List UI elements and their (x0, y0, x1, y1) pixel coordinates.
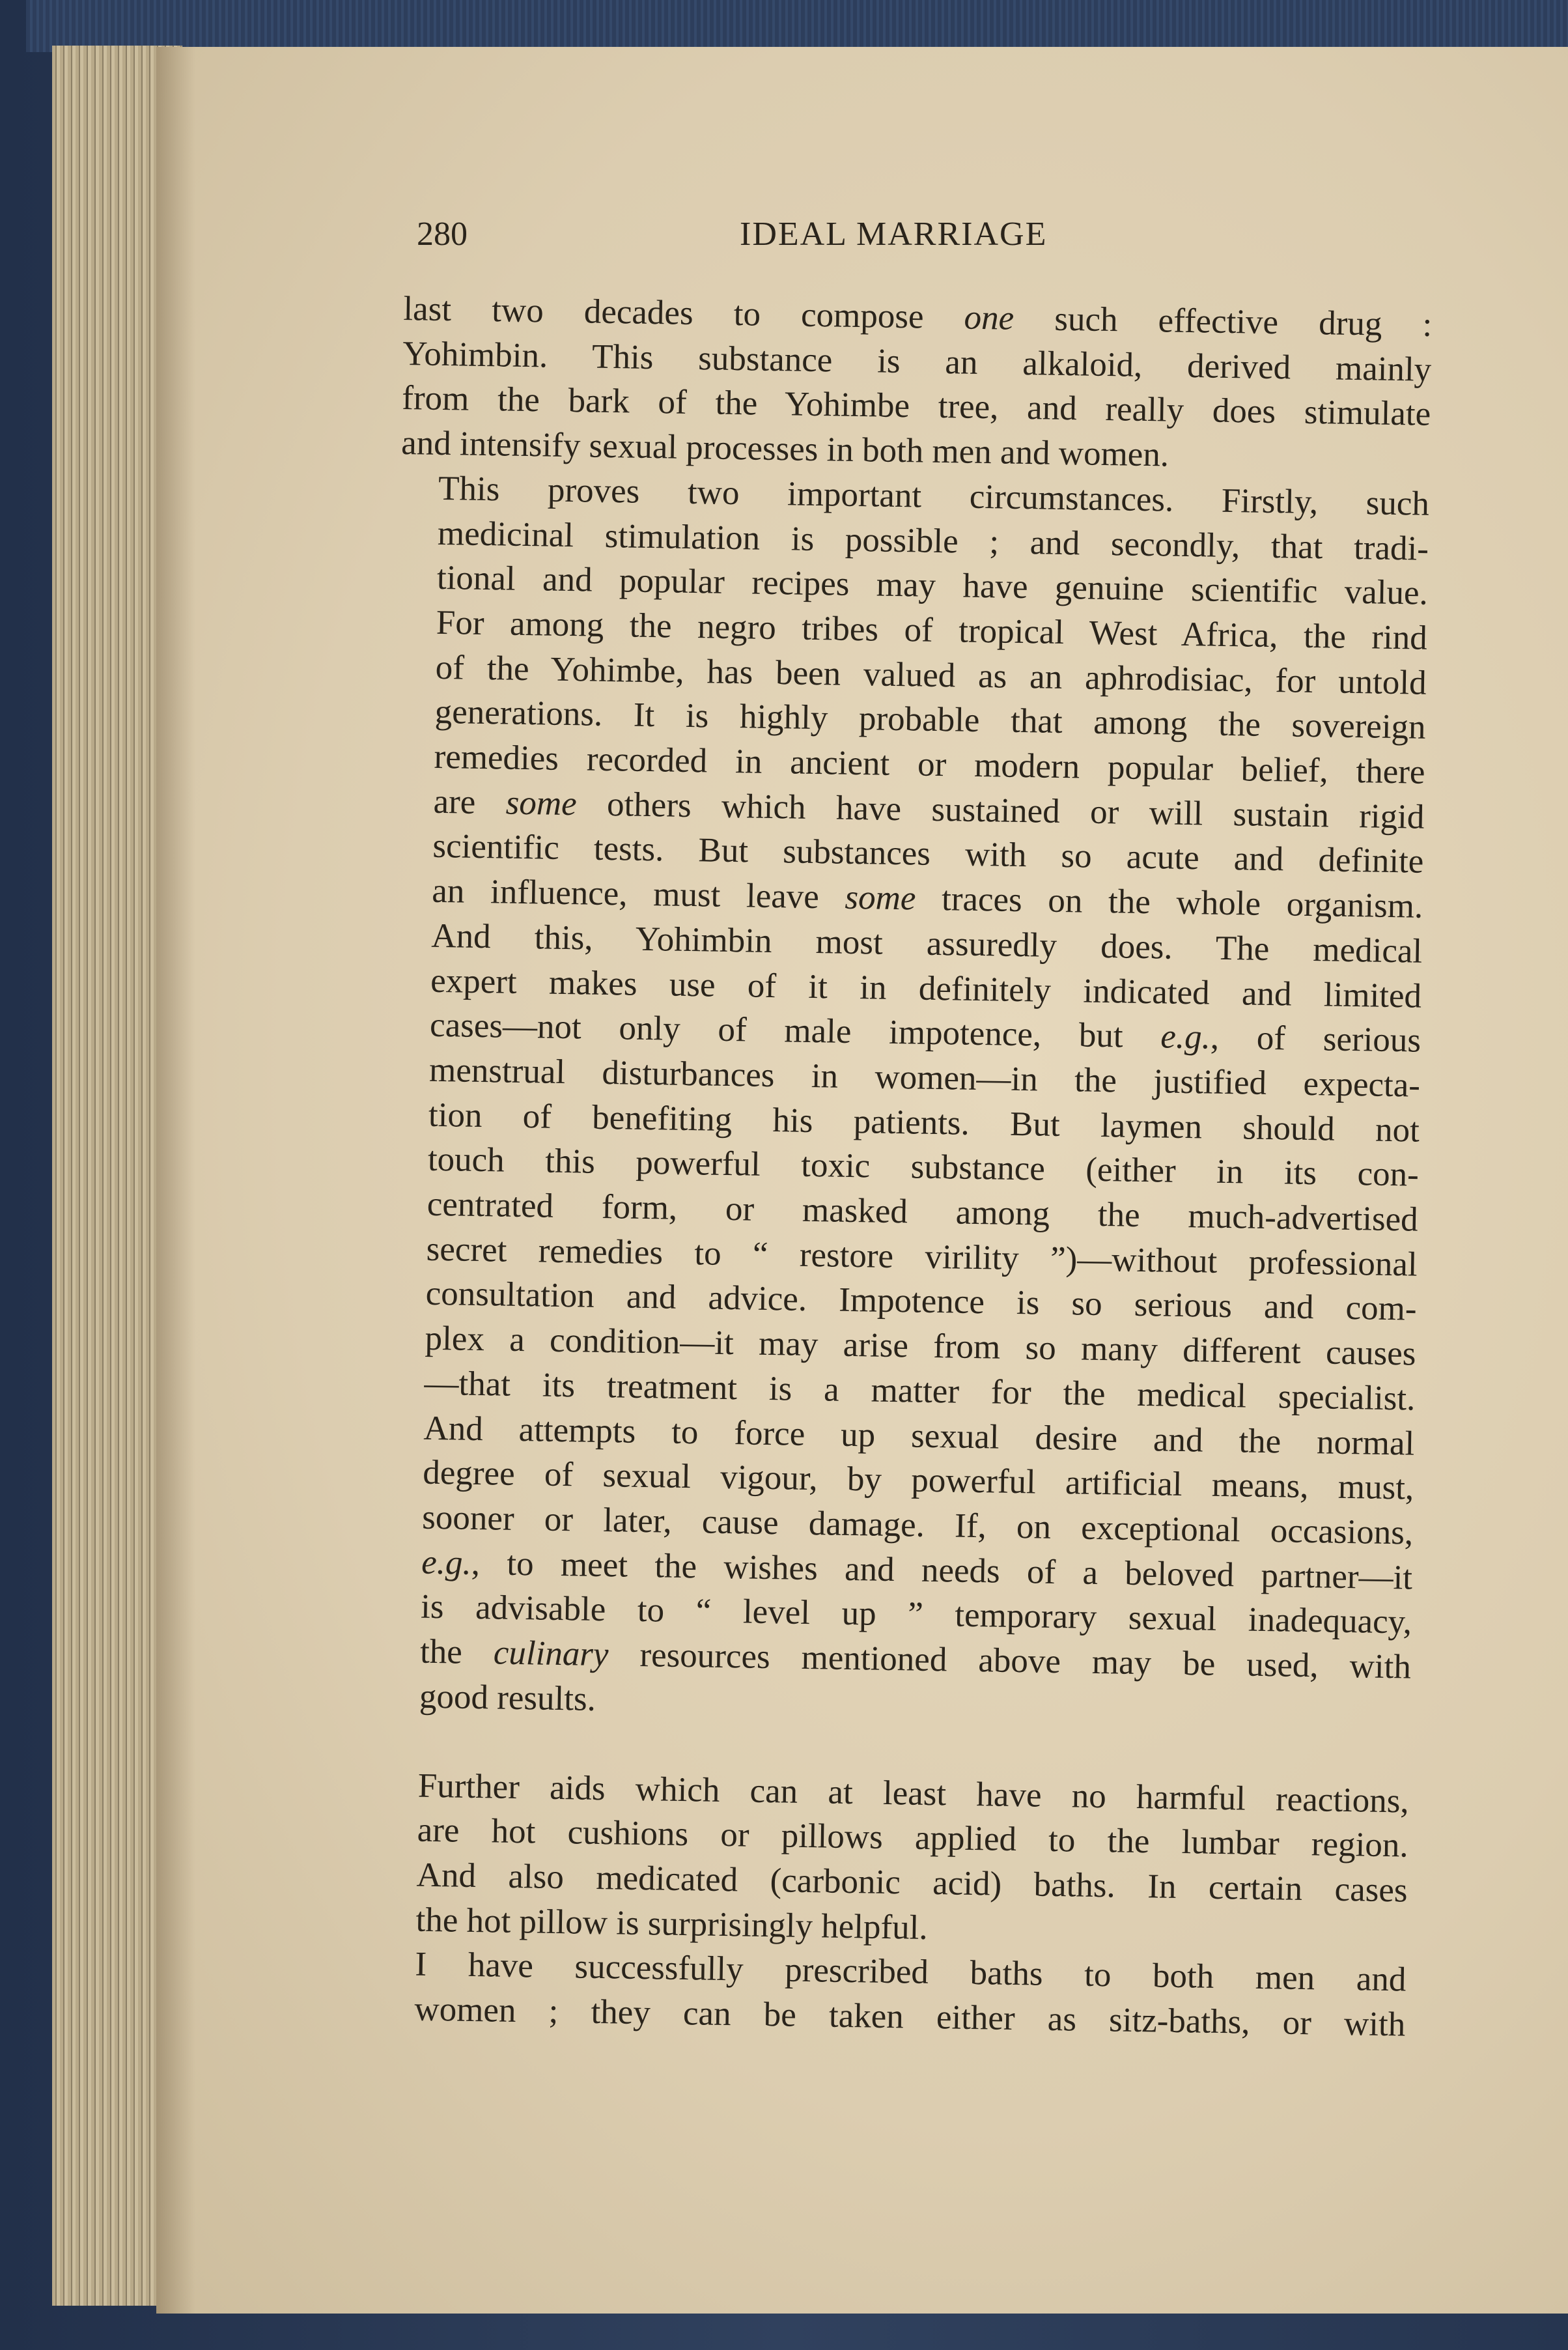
text-line: —that its treatment is a matter for the medical specialist. (424, 1364, 1416, 1418)
text-line: Further aids which can at least have no harmful reactions, (417, 1766, 1410, 1820)
text-line: And this, Yohimbin most assuredly does. The medical (430, 916, 1423, 970)
paragraph (401, 287, 1433, 482)
paragraph (381, 466, 1429, 1734)
text-line: centrated form, or masked among the much-advertised (427, 1185, 1419, 1239)
text-line: And also medicated (carbonic acid) baths. In certain cases (416, 1856, 1408, 1910)
text-line: degree of sexual vigour, by powerful artificial means, must, (422, 1453, 1414, 1507)
text-line: tion of benefiting his patients. But laymen should not (428, 1096, 1420, 1150)
text-line: medicinal stimulation is possible ; and secondly, that tradi- (437, 514, 1429, 568)
text-line: For among the negro tribes of tropical West Africa, the rind (436, 603, 1428, 657)
text-line: This proves two important circumstances. Firstly, such (438, 469, 1430, 523)
text-line: tional and popular recipes may have genuine scientific value. (436, 559, 1429, 612)
paragraph (378, 1762, 1409, 1958)
text-line: remedies recorded in ancient or modern popular belief, there (434, 737, 1425, 791)
text-line: are hot cushions or pillows applied to the lumbar region. (417, 1811, 1409, 1865)
text-line: plex a condition—it may arise from so many different causes (425, 1319, 1416, 1373)
text-line: e.g., to meet the wishes and needs of a beloved partner—it (421, 1543, 1413, 1597)
page-number: 280 (417, 216, 468, 253)
text-line: are some others which have sustained or will sustain rigid (433, 782, 1425, 836)
text-line: Yohimbin. This substance is an alkaloid, derived mainly (402, 334, 1432, 389)
text-line: generations. It is highly probable that among the sovereign (434, 693, 1427, 747)
text-line: cases—not only of male impotence, but e.g., of serious (429, 1006, 1421, 1060)
text-line: the culinary resources mentioned above may be used, with (419, 1632, 1412, 1686)
paragraph (376, 1942, 1407, 2047)
running-head (417, 215, 1426, 267)
book-cover-edge (26, 0, 1568, 52)
text-line: last two decades to compose one such effective drug : (403, 289, 1433, 344)
text-line: women ; they can be taken either as sitz-baths, or with (414, 1990, 1406, 2044)
body-text (376, 287, 1433, 2047)
book-title: IDEAL MARRIAGE (740, 216, 1048, 253)
text-line: good results. (419, 1677, 596, 1718)
text-line: and intensify sexual processes in both men and women. (400, 424, 1169, 474)
text-line: consultation and advice. Impotence is so serious and com- (425, 1275, 1417, 1329)
text-line: sooner or later, cause damage. If, on exceptional occasions, (421, 1498, 1414, 1552)
text-line: And attempts to force up sexual desire and the normal (423, 1409, 1415, 1463)
text-line: menstrual disturbances in women—in the justified expecta- (428, 1051, 1421, 1105)
text-line: the hot pillow is surprisingly helpful. (415, 1901, 929, 1947)
text-line: an influence, must leave some traces on the whole organism. (431, 871, 1423, 926)
text-line: secret remedies to “ restore virility ”)—without professional (426, 1230, 1418, 1284)
text-line: scientific tests. But substances with so acute and definite (432, 827, 1424, 881)
text-line: is advisable to “ level up ” temporary sexual inadequacy, (420, 1588, 1412, 1641)
text-line: I have successfully prescribed baths to both men and (415, 1945, 1407, 1999)
text-line: from the bark of the Yohimbe tree, and really does stimulate (401, 379, 1431, 434)
text-line: expert makes use of it in definitely indicated and limited (430, 961, 1422, 1015)
gutter-shadow (156, 47, 195, 2314)
text-line: of the Yohimbe, has been valued as an aphrodisiac, for untold (435, 648, 1427, 702)
text-line: touch this powerful toxic substance (either in its con- (427, 1140, 1420, 1195)
